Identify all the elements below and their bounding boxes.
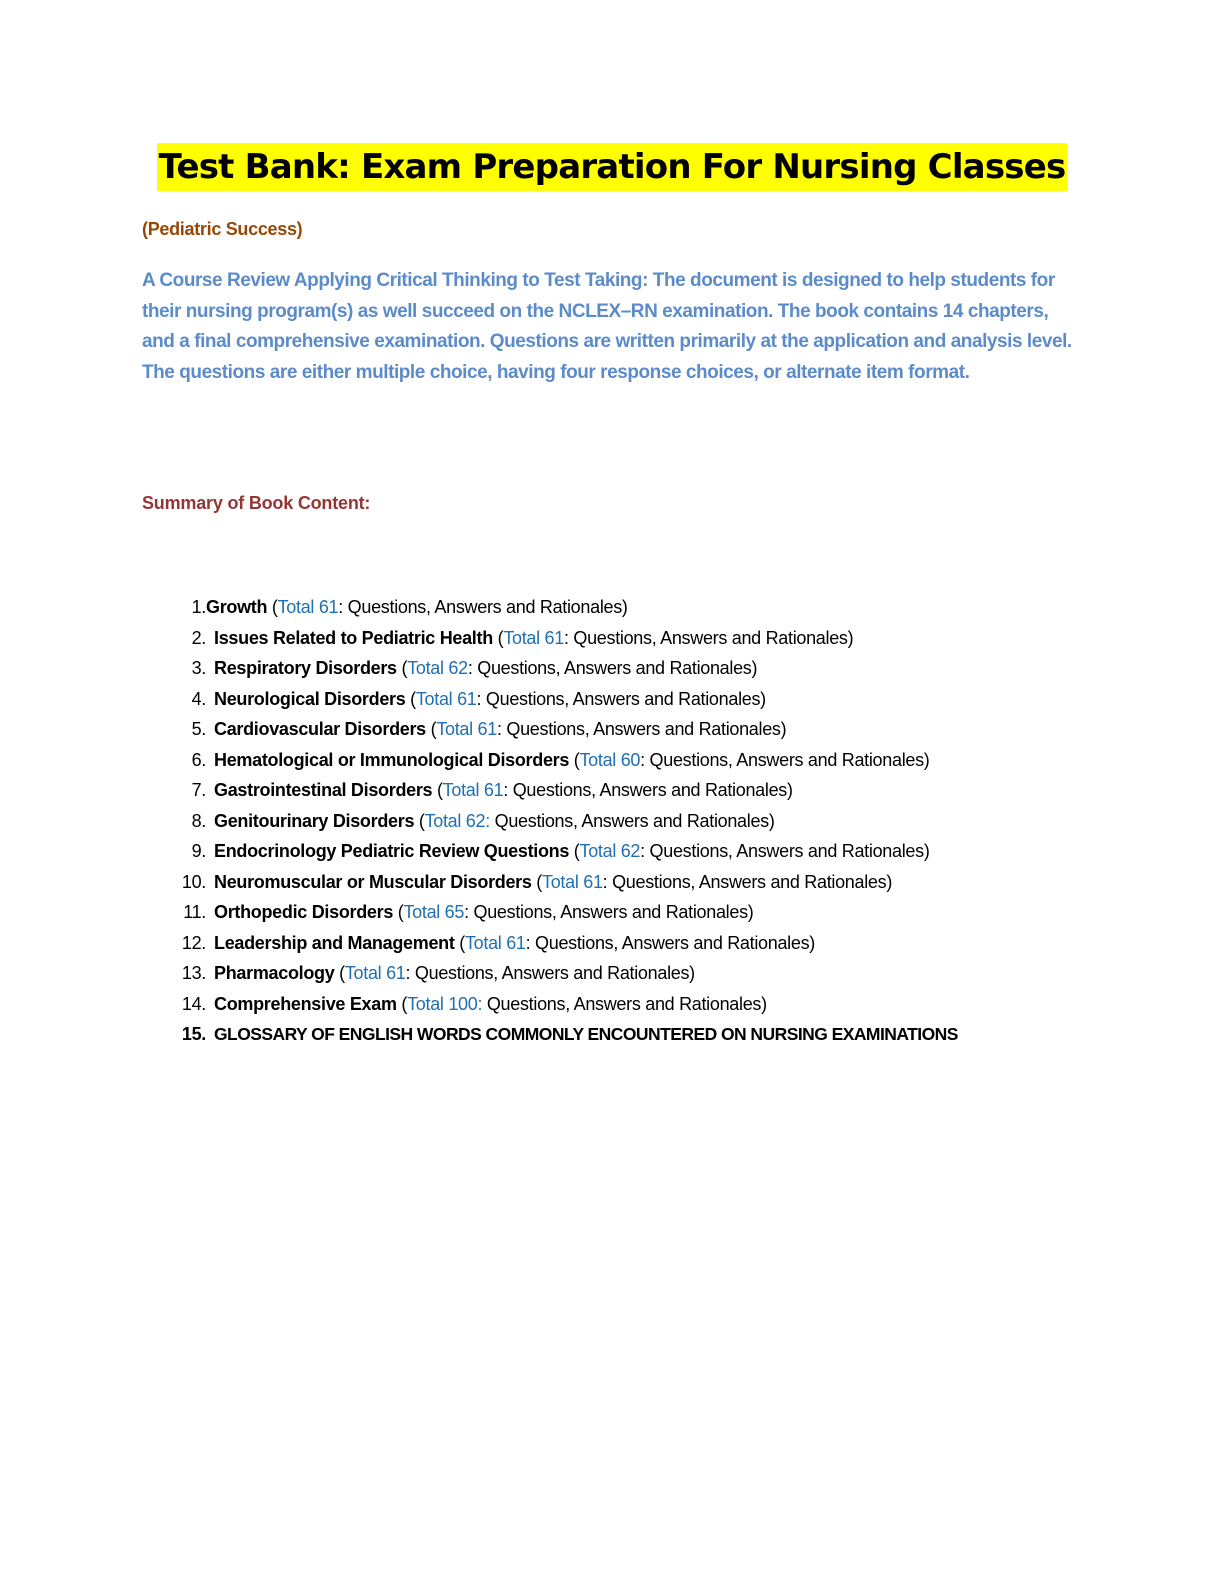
chapter-number: 13.	[181, 963, 206, 983]
chapter-item-11	[172, 897, 1092, 928]
chapter-rest: : Questions, Answers and Rationales)	[563, 627, 854, 648]
chapter-text	[214, 745, 1092, 776]
chapter-number: 15.	[181, 1024, 206, 1044]
chapter-rest: : Questions, Answers and Rationales)	[338, 597, 628, 617]
chapter-item-glossary	[172, 1019, 1092, 1050]
chapter-item-3	[172, 653, 1092, 684]
chapter-total: Total 62	[579, 841, 641, 861]
chapter-number: 2.	[191, 627, 206, 648]
chapter-rest: : Questions, Answers and Rationales)	[405, 963, 695, 983]
chapter-text	[206, 592, 1092, 623]
chapter-open-paren: (	[393, 902, 404, 922]
chapter-number: 9.	[191, 841, 206, 861]
chapter-number: 7.	[191, 780, 206, 800]
chapter-item-8	[172, 806, 1092, 837]
chapter-number: 8.	[191, 810, 206, 831]
chapter-rest: : Questions, Answers and Rationales)	[640, 841, 930, 861]
chapter-number: 4.	[191, 688, 206, 709]
chapter-rest: : Questions, Answers and Rationales)	[467, 658, 758, 678]
summary-heading: Summary of Book Content:	[142, 493, 371, 513]
chapter-number: 5.	[191, 719, 206, 739]
chapter-total: Total 61	[277, 597, 339, 617]
chapter-total: Total 61	[415, 688, 477, 709]
chapter-number: 11.	[183, 902, 206, 922]
chapter-list	[172, 592, 1092, 1050]
chapter-item-13	[172, 958, 1092, 989]
chapter-total: Total 100:	[407, 993, 483, 1014]
chapter-title: Comprehensive Exam	[214, 993, 397, 1014]
chapter-open-paren: (	[334, 963, 345, 983]
chapter-number: 14.	[181, 993, 206, 1014]
chapter-text	[214, 928, 1092, 959]
chapter-number: 12.	[181, 932, 206, 953]
chapter-title: Issues Related to Pediatric Health	[214, 627, 493, 648]
chapter-item-10	[172, 867, 1092, 898]
chapter-open-paren: (	[432, 780, 443, 800]
document-subtitle: (Pediatric Success)	[142, 219, 303, 239]
chapter-item-4	[172, 684, 1092, 715]
chapter-total: Total 61	[503, 627, 564, 648]
chapter-text	[214, 714, 1092, 745]
chapter-title: Cardiovascular Disorders	[214, 719, 426, 739]
chapter-text	[214, 623, 1092, 654]
chapter-total: Total 60	[579, 749, 641, 770]
chapter-title: Leadership and Management	[214, 932, 455, 953]
chapter-title: Neurological Disorders	[214, 688, 406, 709]
glossary-title: GLOSSARY OF ENGLISH WORDS COMMONLY ENCOUNTERED ON NURSING EXAMINATIONS	[214, 1024, 958, 1044]
chapter-title: Neuromuscular or Muscular Disorders	[214, 871, 532, 892]
chapter-open-paren: (	[492, 627, 504, 648]
chapter-number: 6.	[191, 749, 206, 770]
chapter-item-5	[172, 714, 1092, 745]
chapter-text	[214, 806, 1092, 837]
chapter-open-paren: (	[531, 871, 543, 892]
chapter-text	[214, 867, 1092, 898]
chapter-open-paren: (	[425, 719, 437, 739]
chapter-number: 1.	[191, 597, 206, 617]
chapter-item-1	[172, 592, 1092, 623]
chapter-title: Respiratory Disorders	[214, 658, 397, 678]
chapter-text	[214, 836, 1092, 867]
document-title: Test Bank: Exam Preparation For Nursing Classes	[157, 143, 1068, 191]
chapter-title: Gastrointestinal Disorders	[214, 780, 433, 800]
chapter-text	[214, 958, 1092, 989]
chapter-total: Total 62:	[424, 810, 490, 831]
chapter-rest: Questions, Answers and Rationales)	[489, 810, 775, 831]
chapter-title: Genitourinary Disorders	[214, 810, 415, 831]
chapter-open-paren: (	[454, 932, 465, 953]
chapter-text	[214, 897, 1092, 928]
chapter-total: Total 61	[442, 780, 504, 800]
chapter-total: Total 61	[436, 719, 497, 739]
chapter-rest: : Questions, Answers and Rationales)	[476, 688, 766, 709]
chapter-rest: : Questions, Answers and Rationales)	[525, 932, 815, 953]
chapter-open-paren: (	[414, 810, 425, 831]
chapter-total: Total 65	[403, 902, 465, 922]
chapter-rest: : Questions, Answers and Rationales)	[602, 871, 893, 892]
chapter-rest: : Questions, Answers and Rationales)	[503, 780, 793, 800]
chapter-rest: : Questions, Answers and Rationales)	[496, 719, 787, 739]
chapter-title: Hematological or Immunological Disorders	[214, 749, 570, 770]
chapter-open-paren: (	[267, 597, 278, 617]
chapter-rest: : Questions, Answers and Rationales)	[640, 749, 930, 770]
chapter-text	[214, 653, 1092, 684]
intro-paragraph: A Course Review Applying Critical Thinking to Test Taking: The document is designed to help students for their nursing program(s) as well succeed on the NCLEX–RN examination. The book contains 14 chapters, and a final comprehensive examination. Questions are written primarily at the application and analysis level. The questions are either multiple choice, having four response choices, or alternate item format.	[142, 270, 1072, 383]
chapter-title: Pharmacology	[214, 963, 335, 983]
chapter-text	[214, 989, 1092, 1020]
chapter-item-7	[172, 775, 1092, 806]
chapter-item-2	[172, 623, 1092, 654]
chapter-item-6	[172, 745, 1092, 776]
chapter-item-14	[172, 989, 1092, 1020]
chapter-title: Growth	[206, 597, 268, 617]
title-block	[0, 143, 1224, 191]
chapter-title: Endocrinology Pediatric Review Questions	[214, 841, 570, 861]
chapter-title: Orthopedic Disorders	[214, 902, 394, 922]
chapter-item-12	[172, 928, 1092, 959]
chapter-number: 3.	[191, 658, 206, 678]
chapter-open-paren: (	[569, 841, 580, 861]
chapter-open-paren: (	[396, 993, 408, 1014]
chapter-rest: Questions, Answers and Rationales)	[482, 993, 767, 1014]
chapter-open-paren: (	[569, 749, 580, 770]
chapter-number: 10.	[181, 871, 206, 892]
chapter-item-9	[172, 836, 1092, 867]
chapter-open-paren: (	[396, 658, 408, 678]
chapter-text	[214, 1019, 1092, 1050]
chapter-total: Total 61	[542, 871, 603, 892]
chapter-text	[214, 775, 1092, 806]
chapter-total: Total 62	[407, 658, 468, 678]
chapter-text	[214, 684, 1092, 715]
chapter-total: Total 61	[344, 963, 406, 983]
chapter-open-paren: (	[405, 688, 416, 709]
chapter-rest: : Questions, Answers and Rationales)	[464, 902, 754, 922]
chapter-total: Total 61	[464, 932, 526, 953]
